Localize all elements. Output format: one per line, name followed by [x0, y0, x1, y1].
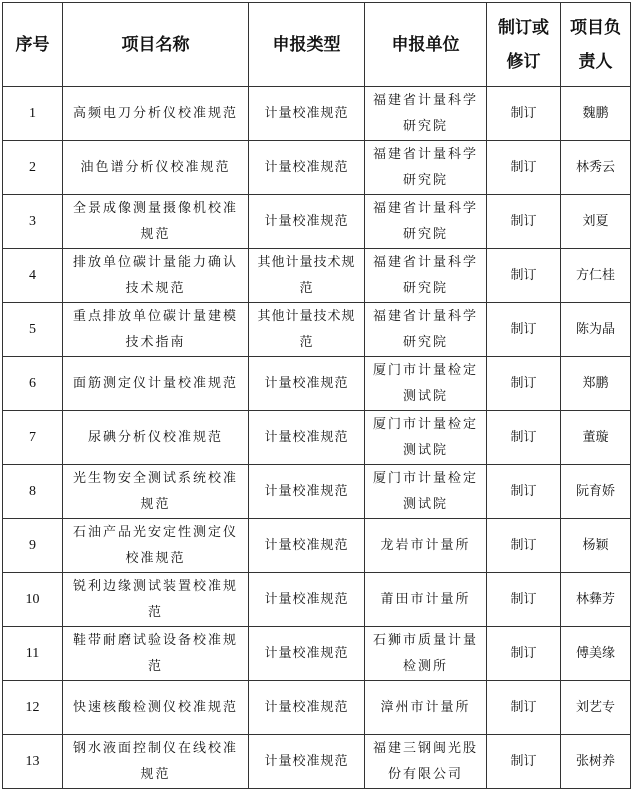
cell-owner: 傅美缘: [561, 627, 631, 681]
cell-declare-unit: 福建三钢闽光股份有限公司: [365, 735, 487, 789]
cell-declare-type: 计量校准规范: [249, 573, 365, 627]
table-row: [3, 357, 631, 411]
cell-declare-type: 计量校准规范: [249, 681, 365, 735]
cell-no: 8: [3, 465, 63, 519]
project-table: [2, 2, 631, 789]
header-owner: [561, 3, 631, 87]
cell-no: 3: [3, 195, 63, 249]
cell-owner: 刘夏: [561, 195, 631, 249]
cell-project-name: 快速核酸检测仪校准规范: [63, 681, 249, 735]
cell-project-name: 油色谱分析仪校准规范: [63, 141, 249, 195]
table-row: [3, 519, 631, 573]
header-type: 申报类型: [249, 3, 365, 87]
cell-no: 7: [3, 411, 63, 465]
cell-revise: 制订: [487, 303, 561, 357]
cell-declare-type: 计量校准规范: [249, 411, 365, 465]
cell-declare-unit: 莆田市计量所: [365, 573, 487, 627]
cell-declare-type: 计量校准规范: [249, 141, 365, 195]
cell-no: 9: [3, 519, 63, 573]
cell-revise: 制订: [487, 519, 561, 573]
table-row: [3, 735, 631, 789]
cell-no: 2: [3, 141, 63, 195]
cell-owner: 阮育娇: [561, 465, 631, 519]
table-header-row: [3, 3, 631, 87]
cell-no: 13: [3, 735, 63, 789]
cell-revise: 制订: [487, 681, 561, 735]
table-row: [3, 303, 631, 357]
cell-project-name: 面筋测定仪计量校准规范: [63, 357, 249, 411]
cell-declare-type: 计量校准规范: [249, 195, 365, 249]
header-owner-line1: 项目负: [570, 17, 621, 38]
header-owner-line2: 责人: [578, 51, 613, 72]
cell-no: 4: [3, 249, 63, 303]
cell-declare-type: 计量校准规范: [249, 519, 365, 573]
cell-revise: 制订: [487, 357, 561, 411]
header-name: 项目名称: [63, 3, 249, 87]
cell-no: 10: [3, 573, 63, 627]
cell-declare-unit: 漳州市计量所: [365, 681, 487, 735]
table-row: [3, 195, 631, 249]
header-revise: [487, 3, 561, 87]
cell-owner: 魏鹏: [561, 87, 631, 141]
cell-project-name: 锐利边缘测试装置校准规范: [63, 573, 249, 627]
cell-revise: 制订: [487, 735, 561, 789]
cell-revise: 制订: [487, 411, 561, 465]
cell-declare-type: 计量校准规范: [249, 627, 365, 681]
cell-project-name: 光生物安全测试系统校准规范: [63, 465, 249, 519]
cell-declare-type: 计量校准规范: [249, 465, 365, 519]
header-no: 序号: [3, 3, 63, 87]
cell-no: 12: [3, 681, 63, 735]
cell-revise: 制订: [487, 573, 561, 627]
cell-declare-unit: 厦门市计量检定测试院: [365, 465, 487, 519]
cell-no: 6: [3, 357, 63, 411]
cell-revise: 制订: [487, 465, 561, 519]
cell-declare-unit: 福建省计量科学研究院: [365, 87, 487, 141]
cell-declare-unit: 福建省计量科学研究院: [365, 303, 487, 357]
header-unit: 申报单位: [365, 3, 487, 87]
table-row: [3, 411, 631, 465]
cell-declare-type: 计量校准规范: [249, 87, 365, 141]
cell-owner: 张树养: [561, 735, 631, 789]
cell-owner: 方仁桂: [561, 249, 631, 303]
cell-owner: 陈为晶: [561, 303, 631, 357]
table-body: [3, 87, 631, 789]
cell-project-name: 全景成像测量摄像机校准规范: [63, 195, 249, 249]
cell-revise: 制订: [487, 249, 561, 303]
cell-owner: 林秀云: [561, 141, 631, 195]
cell-owner: 刘艺专: [561, 681, 631, 735]
cell-declare-unit: 厦门市计量检定测试院: [365, 411, 487, 465]
cell-declare-unit: 福建省计量科学研究院: [365, 195, 487, 249]
cell-revise: 制订: [487, 141, 561, 195]
cell-declare-type: 计量校准规范: [249, 735, 365, 789]
cell-revise: 制订: [487, 195, 561, 249]
cell-project-name: 尿碘分析仪校准规范: [63, 411, 249, 465]
cell-owner: 郑鹏: [561, 357, 631, 411]
cell-no: 11: [3, 627, 63, 681]
table-row: [3, 465, 631, 519]
cell-project-name: 鞋带耐磨试验设备校准规范: [63, 627, 249, 681]
cell-no: 1: [3, 87, 63, 141]
cell-project-name: 排放单位碳计量能力确认技术规范: [63, 249, 249, 303]
table-row: [3, 141, 631, 195]
cell-declare-unit: 石狮市质量计量检测所: [365, 627, 487, 681]
table-row: [3, 681, 631, 735]
cell-revise: 制订: [487, 87, 561, 141]
cell-project-name: 高频电刀分析仪校准规范: [63, 87, 249, 141]
cell-owner: 董璇: [561, 411, 631, 465]
table-row: [3, 627, 631, 681]
cell-project-name: 石油产品光安定性测定仪校准规范: [63, 519, 249, 573]
cell-declare-type: 其他计量技术规范: [249, 303, 365, 357]
header-revise-line2: 修订: [506, 51, 541, 72]
cell-revise: 制订: [487, 627, 561, 681]
header-revise-line1: 制订或: [498, 17, 549, 38]
cell-declare-unit: 福建省计量科学研究院: [365, 141, 487, 195]
cell-declare-unit: 龙岩市计量所: [365, 519, 487, 573]
cell-declare-unit: 福建省计量科学研究院: [365, 249, 487, 303]
cell-project-name: 钢水液面控制仪在线校准规范: [63, 735, 249, 789]
cell-no: 5: [3, 303, 63, 357]
cell-owner: 杨颖: [561, 519, 631, 573]
cell-declare-type: 其他计量技术规范: [249, 249, 365, 303]
table-row: [3, 573, 631, 627]
cell-project-name: 重点排放单位碳计量建模技术指南: [63, 303, 249, 357]
cell-declare-type: 计量校准规范: [249, 357, 365, 411]
cell-declare-unit: 厦门市计量检定测试院: [365, 357, 487, 411]
table-row: [3, 87, 631, 141]
table-row: [3, 249, 631, 303]
cell-owner: 林彝芳: [561, 573, 631, 627]
